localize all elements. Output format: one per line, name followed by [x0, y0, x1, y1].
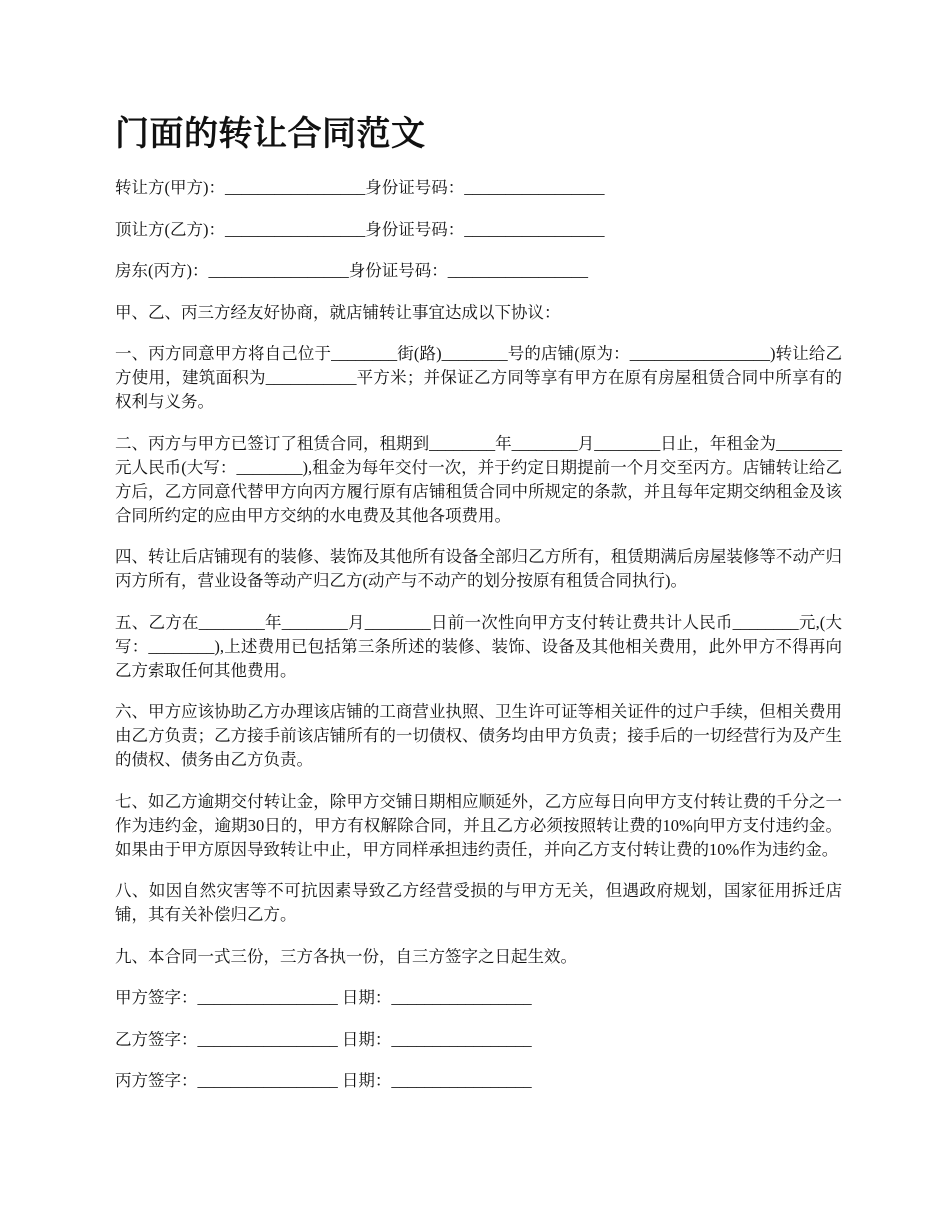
party-line-transferor: 转让方(甲方)：_________________身份证号码：_________________ [115, 178, 605, 197]
clause-8: 八、如因自然灾害等不可抗因素导致乙方经营受损的与甲方无关，但遇政府规划，国家征用拆迁店铺，其有关补偿归乙方。 [115, 881, 842, 924]
clause-2: 二、丙方与甲方已签订了租赁合同，租期到________年________月________日止，年租金为________元人民币(大写：________),租金为每年交付一次，并于约定日期提前一个月交至丙方。店铺转让给乙方后，乙方同意代替甲方向丙方履行原有店铺租赁合同中所规定的条款，并且每年定期交纳租金及该合同所约定的应由甲方交纳的水电费及其他各项费用。 [115, 433, 842, 525]
signature-line-party-a: 甲方签字：_________________ 日期：_________________ [115, 988, 532, 1007]
clause-5: 五、乙方在________年________月________日前一次性向甲方支付转让费共计人民币________元,(大写：________),上述费用已包括第三条所述的装修、装饰、设备及其他相关费用，此外甲方不得再向乙方索取任何其他费用。 [115, 612, 842, 680]
clause-7: 七、如乙方逾期交付转让金，除甲方交铺日期相应顺延外，乙方应每日向甲方支付转让费的千分之一作为违约金，逾期30日的，甲方有权解除合同，并且乙方必须按照转让费的10%向甲方支付违约金。如果由于甲方原因导致转让中止，甲方同样承担违约责任，并向乙方支付转让费的10%作为违约金。 [115, 791, 842, 859]
clause-4: 四、转让后店铺现有的装修、装饰及其他所有设备全部归乙方所有，租赁期满后房屋装修等不动产归丙方所有，营业设备等动产归乙方(动产与不动产的划分按原有租赁合同执行)。 [115, 547, 842, 590]
clause-9: 九、本合同一式三份，三方各执一份，自三方签字之日起生效。 [115, 946, 577, 966]
signature-line-party-c: 丙方签字：_________________ 日期：_________________ [115, 1071, 532, 1090]
document-page [115, 112, 842, 1111]
party-line-landlord: 房东(丙方)：_________________身份证号码：_________________ [115, 261, 588, 280]
signature-line-party-b: 乙方签字：_________________ 日期：_________________ [115, 1029, 532, 1049]
document-title: 门面的转让合同范文 [115, 114, 426, 154]
clause-intro: 甲、乙、丙三方经友好协商，就店铺转让事宜达成以下协议： [115, 302, 561, 322]
clause-1: 一、丙方同意甲方将自己位于________街(路)________号的店铺(原为：_________________)转让给乙方使用，建筑面积为___________平方米；并保证乙方同等享有甲方在原有房屋租赁合同中所享有的权利与义务。 [115, 344, 842, 411]
party-line-transferee: 顶让方(乙方)：_________________身份证号码：_________________ [115, 219, 605, 239]
clause-6: 六、甲方应该协助乙方办理该店铺的工商营业执照、卫生许可证等相关证件的过户手续，但相关费用由乙方负责；乙方接手前该店铺所有的一切债权、债务均由甲方负责；接手后的一切经营行为及产生的债权、债务由乙方负责。 [115, 702, 842, 769]
